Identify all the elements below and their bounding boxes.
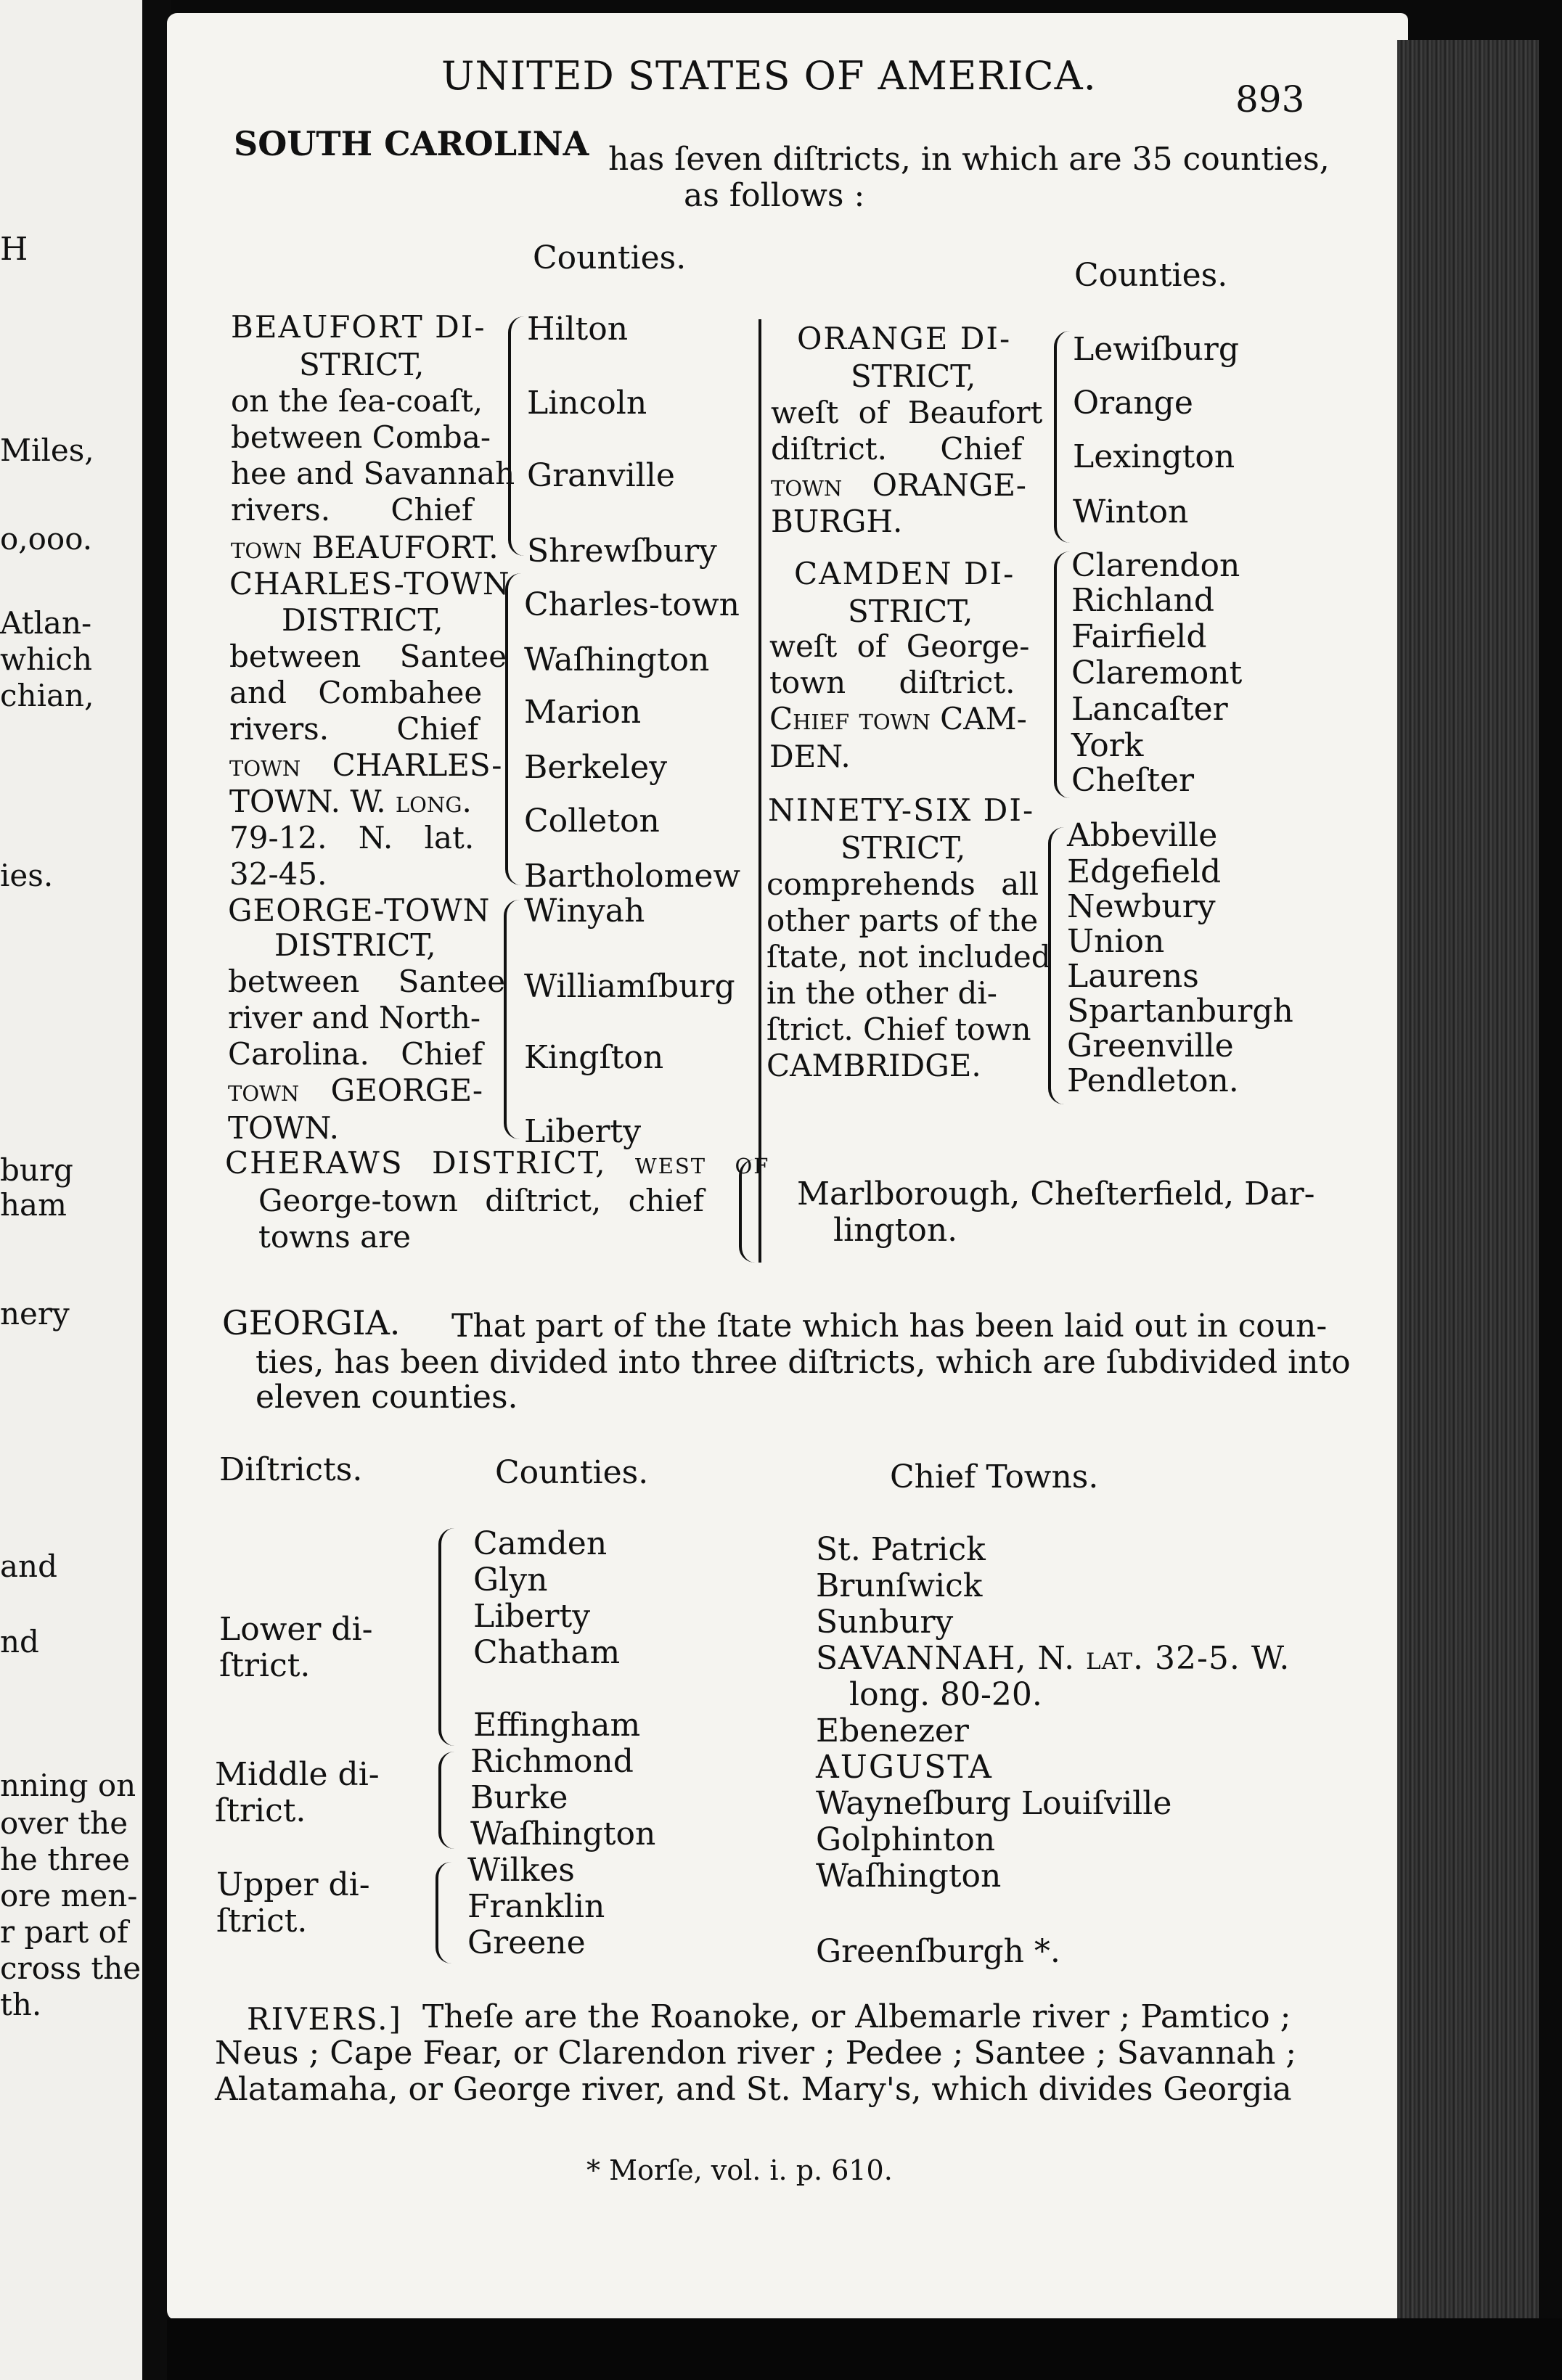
page-number: 893: [1235, 78, 1305, 120]
county: Lexington: [1073, 438, 1235, 475]
district-line: rivers. Chief: [229, 711, 479, 747]
column-header-districts: Diſtricts.: [219, 1451, 363, 1488]
prev-page-fragment: which: [0, 641, 93, 677]
prev-page-fragment: o,ooo.: [0, 521, 93, 557]
county: Waſhington: [524, 641, 710, 678]
district-label: Middle di-: [215, 1756, 380, 1793]
district-line: between Santee: [229, 639, 507, 674]
county: York: [1071, 727, 1144, 764]
county: Abbeville: [1067, 817, 1218, 854]
previous-page: [0, 0, 147, 2380]
district-line: on the ſea-coaſt,: [231, 383, 483, 419]
district-name: CAMDEN DI-: [794, 556, 1015, 591]
district-name: CHERAWS DISTRICT, weſt of: [225, 1145, 770, 1181]
county: Winyah: [524, 892, 645, 930]
rivers-text: Neus ; Cape Fear, or Clarendon river ; Pedee ; Santee ; Savannah ;: [215, 2035, 1297, 2072]
district-line: town CHARLES-: [229, 747, 502, 783]
prev-page-fragment: H: [0, 231, 28, 268]
scan-border: [167, 2318, 1562, 2380]
county: Richmond: [470, 1743, 634, 1780]
brace: [508, 316, 527, 556]
county: Winton: [1073, 493, 1189, 530]
county: Fairfield: [1071, 618, 1207, 655]
county: Chatham: [473, 1634, 621, 1671]
district-line: STRICT,: [851, 358, 976, 394]
brace: [504, 900, 523, 1139]
district-line: hee and Savannah: [231, 456, 515, 491]
county: Bartholomew: [524, 858, 741, 895]
district-line: river and North-: [228, 1000, 481, 1035]
county: Williamſburg: [524, 968, 735, 1005]
district-line: ſtate, not included: [766, 939, 1051, 974]
county: Lewiſburg: [1073, 331, 1239, 368]
county: Glyn: [473, 1562, 548, 1599]
district-line: diſtrict. Chief: [771, 431, 1023, 467]
district-line: BURGH.: [771, 504, 903, 539]
brace: [438, 1752, 457, 1849]
prev-page-fragment: burg: [0, 1152, 73, 1188]
county: Kingſton: [524, 1039, 664, 1076]
chief-town: Golphinton: [816, 1821, 996, 1858]
district-label: ſtrict.: [219, 1647, 311, 1684]
county: Charles-town: [524, 586, 740, 623]
rivers-label: RIVERS.]: [247, 2001, 402, 2037]
district-line: weſt of Beaufort: [771, 395, 1043, 430]
district-line: in the other di-: [766, 975, 997, 1011]
district-line: other parts of the: [766, 903, 1039, 938]
prev-page-fragment: r part of: [0, 1914, 128, 1950]
district-line: rivers. Chief: [231, 492, 473, 528]
prev-page-fragment: ore men-: [0, 1878, 138, 1913]
county: Newbury: [1067, 888, 1216, 925]
prev-page-fragment: ies.: [0, 858, 54, 893]
district-line: comprehends all: [766, 866, 1039, 902]
county: Richland: [1071, 582, 1214, 619]
chief-town: Brunſwick: [816, 1567, 983, 1604]
prev-page-fragment: and: [0, 1548, 57, 1584]
chief-towns: lington.: [833, 1212, 958, 1249]
chief-town: SAVANNAH, N. lat. 32-5. W.: [816, 1640, 1291, 1677]
district-line: between Comba-: [231, 419, 491, 455]
column-header-chief-towns: Chief Towns.: [890, 1458, 1099, 1495]
column-header-counties-left: Counties.: [533, 239, 687, 276]
chief-town: Ebenezer: [816, 1712, 969, 1749]
county: Spartanburgh: [1067, 993, 1293, 1030]
georgia-intro: That part of the ſtate which has been laid out in coun-: [451, 1308, 1328, 1345]
section-heading-south-carolina: SOUTH CAROLINA: [234, 124, 589, 163]
district-name: BEAUFORT DI-: [231, 309, 486, 345]
county: Wilkes: [467, 1852, 575, 1889]
district-label: ſtrict.: [216, 1903, 308, 1940]
county: Greenville: [1067, 1027, 1234, 1064]
district-line: DISTRICT,: [274, 927, 436, 963]
county: Camden: [473, 1525, 608, 1562]
county: Franklin: [467, 1888, 605, 1925]
district-line: and Combahee: [229, 675, 483, 710]
rivers-text: Theſe are the Roanoke, or Albemarle river ; Pamtico ;: [422, 1998, 1291, 2035]
prev-page-fragment: he three: [0, 1842, 130, 1877]
prev-page-fragment: over the: [0, 1805, 128, 1841]
district-label: ſtrict.: [215, 1792, 306, 1829]
district-label: Upper di-: [216, 1866, 370, 1903]
district-line: town GEORGE-: [228, 1072, 483, 1108]
district-line: town ORANGE-: [771, 467, 1026, 503]
district-line: DEN.: [769, 739, 851, 774]
column-divider: [758, 319, 761, 1263]
district-line: DISTRICT,: [282, 602, 443, 638]
chief-town: Greenſburgh *.: [816, 1933, 1060, 1970]
county: Marion: [524, 694, 642, 731]
section-heading-georgia: GEORGIA.: [222, 1303, 401, 1342]
column-header-counties: Counties.: [495, 1454, 649, 1491]
county: Berkeley: [524, 749, 668, 786]
county: Colleton: [524, 803, 660, 840]
county: Effingham: [473, 1707, 641, 1744]
county: Burke: [470, 1779, 568, 1816]
county: Waſhington: [470, 1815, 656, 1852]
prev-page-fragment: cross the: [0, 1950, 142, 1986]
county: Cheſter: [1071, 762, 1195, 799]
prev-page-fragment: th.: [0, 1987, 42, 2022]
prev-page-fragment: nning on: [0, 1768, 136, 1803]
county: Liberty: [473, 1598, 591, 1635]
county: Hilton: [527, 311, 629, 348]
chief-town: Waſhington: [816, 1858, 1002, 1895]
chief-towns: Marlborough, Cheſterfield, Dar-: [797, 1175, 1315, 1212]
prev-page-fragment: chian,: [0, 678, 94, 713]
county: Union: [1067, 923, 1165, 960]
district-line: Chief town CAM-: [769, 701, 1027, 736]
district-name: ORANGE DI-: [797, 321, 1012, 356]
county: Orange: [1073, 385, 1193, 422]
district-line: 32-45.: [229, 856, 327, 892]
district-line: George-town diſtrict, chief: [258, 1183, 704, 1218]
brace: [436, 1862, 454, 1964]
district-line: ſtrict. Chief town: [766, 1012, 1031, 1047]
county: Granville: [527, 457, 675, 494]
district-line: TOWN. W. long.: [229, 784, 472, 819]
county: Greene: [467, 1924, 586, 1961]
column-header-counties-right: Counties.: [1074, 257, 1228, 294]
georgia-intro-line3: eleven counties.: [255, 1379, 518, 1416]
south-carolina-intro-line2: as follows :: [684, 177, 865, 214]
county: Laurens: [1067, 958, 1199, 995]
district-name: NINETY-SIX DI-: [768, 792, 1035, 828]
south-carolina-intro: has ſeven diſtricts, in which are 35 counties,: [608, 141, 1330, 178]
footnote: * Morſe, vol. i. p. 610.: [586, 2154, 893, 2186]
district-line: between Santee: [228, 964, 506, 999]
chief-town: AUGUSTA: [816, 1749, 993, 1786]
county: Lincoln: [527, 385, 647, 422]
county: Edgefield: [1067, 853, 1222, 890]
county: Clarendon: [1071, 547, 1240, 584]
prev-page-fragment: nd: [0, 1624, 39, 1659]
county: Shrewſbury: [527, 533, 717, 570]
district-line: CAMBRIDGE.: [766, 1048, 981, 1083]
running-title: UNITED STATES OF AMERICA.: [441, 53, 1097, 99]
district-line: towns are: [258, 1219, 412, 1255]
prev-page-fragment: nery: [0, 1296, 70, 1331]
district-line: STRICT,: [848, 594, 973, 629]
county: Pendleton.: [1067, 1062, 1239, 1099]
brace: [1054, 551, 1073, 798]
brace: [1054, 331, 1073, 543]
rivers-text: Alatamaha, or George river, and St. Mary's, which divides Georgia: [215, 2071, 1292, 2108]
brace: [438, 1528, 457, 1746]
district-line: Carolina. Chief: [228, 1036, 483, 1072]
district-line: weſt of George-: [769, 628, 1030, 664]
prev-page-fragment: ham: [0, 1187, 67, 1223]
page-edges: [1397, 40, 1539, 2326]
chief-town: St. Patrick: [816, 1531, 986, 1568]
prev-page-fragment: Atlan-: [0, 605, 92, 641]
county: Lancaſter: [1071, 691, 1228, 728]
district-name: GEORGE-TOWN: [228, 892, 491, 928]
georgia-intro-line2: ties, has been divided into three diſtricts, which are ſubdivided into: [255, 1344, 1351, 1381]
brace: [505, 573, 524, 885]
brace: [1048, 827, 1067, 1104]
district-line: town diſtrict.: [769, 665, 1015, 700]
brace: [739, 1160, 758, 1263]
district-line: STRICT,: [299, 347, 425, 382]
district-line: TOWN.: [228, 1110, 340, 1146]
county: Liberty: [524, 1113, 642, 1150]
prev-page-fragment: Miles,: [0, 432, 94, 468]
chief-town: Wayneſburg Louiſville: [816, 1785, 1172, 1822]
county: Claremont: [1071, 654, 1243, 692]
chief-town: long. 80-20.: [849, 1676, 1042, 1713]
district-name: CHARLES-TOWN: [229, 566, 510, 602]
district-line: 79-12. N. lat.: [229, 820, 475, 855]
district-line: STRICT,: [841, 830, 966, 866]
chief-town: Sunbury: [816, 1604, 954, 1641]
district-line: town BEAUFORT.: [231, 530, 499, 565]
district-label: Lower di-: [219, 1611, 373, 1648]
